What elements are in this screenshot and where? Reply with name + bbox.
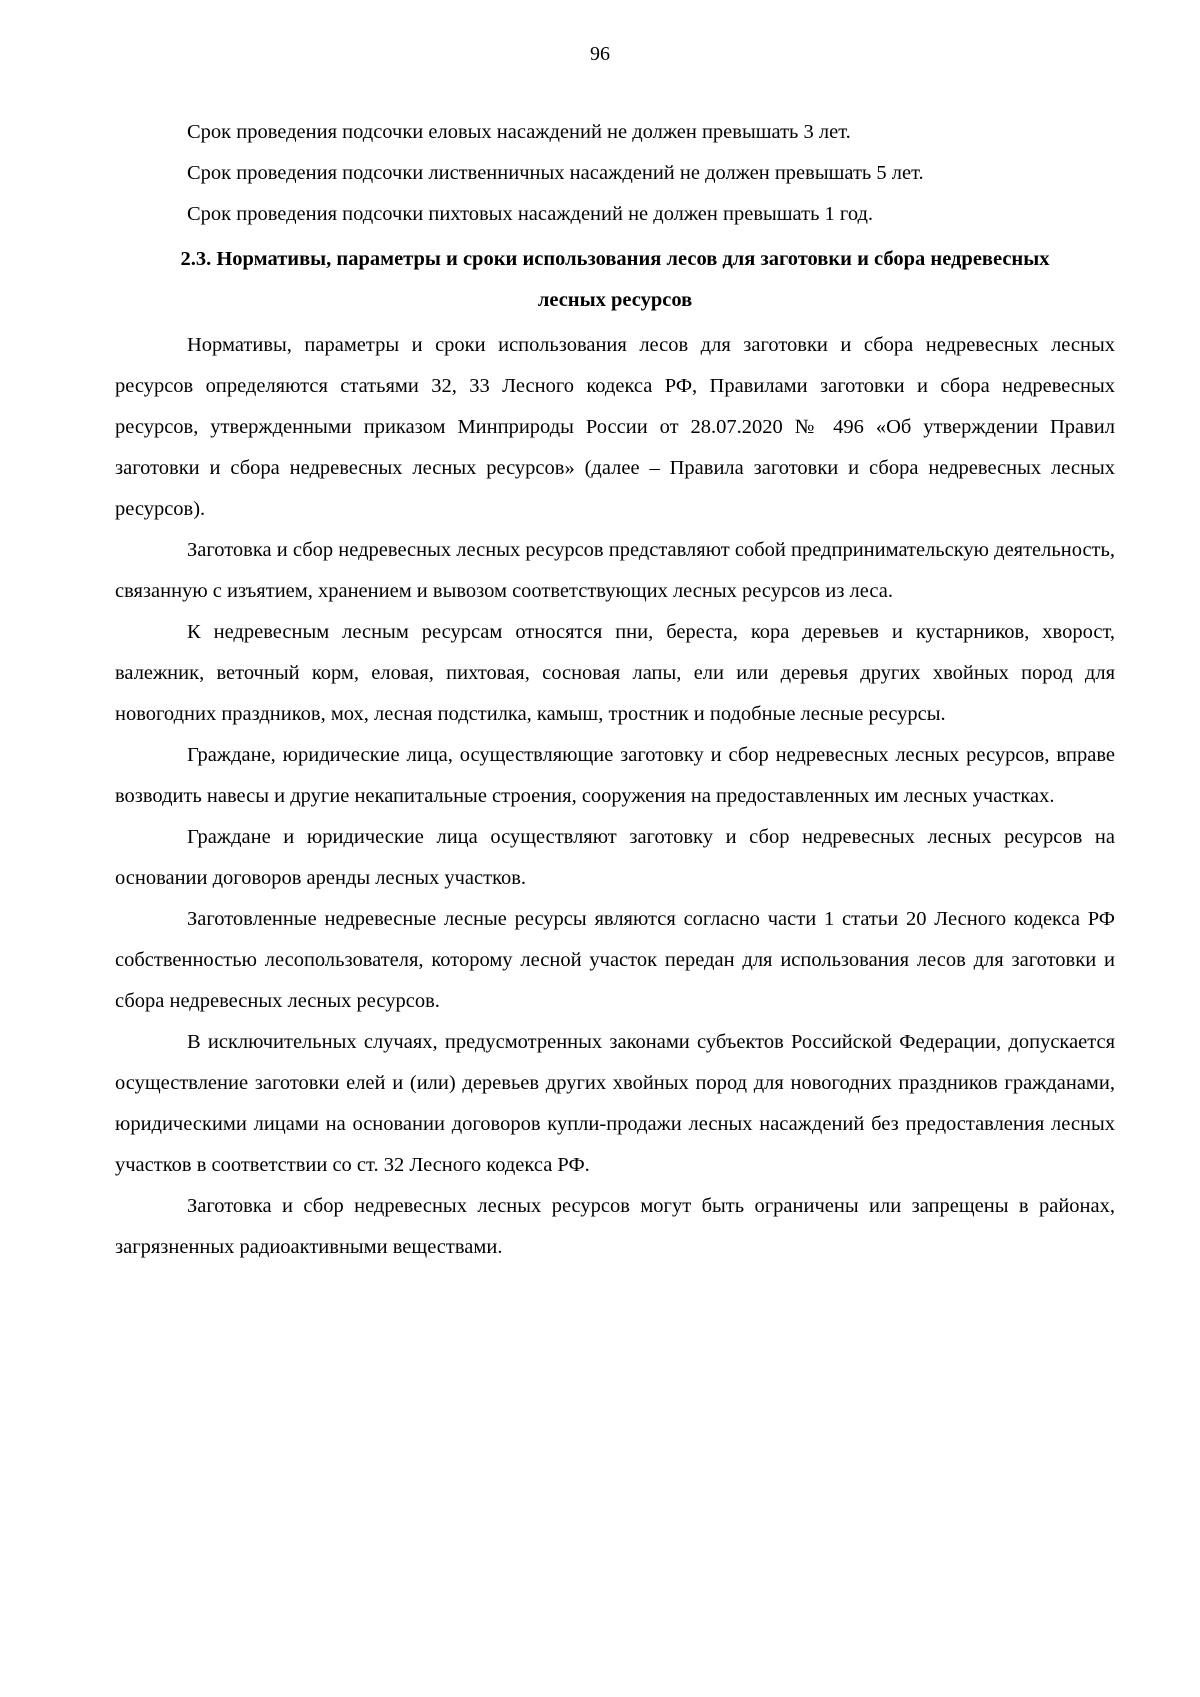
intro-line: Срок проведения подсочки еловых насаждений не должен превышать 3 лет. <box>187 121 851 143</box>
paragraph: Заготовка и сбор недревесных лесных ресурсов могут быть ограничены или запрещены в районах, загрязненных радиоактивными веществами. <box>115 1195 1115 1258</box>
paragraph: Заготовленные недревесные лесные ресурсы являются согласно части 1 статьи 20 Лесного кодекса РФ собственностью лесопользователя, которому лесной участок передан для использования лесов для заготовки и сбора недревесных лесных ресурсов. <box>115 908 1115 1012</box>
paragraph: Граждане и юридические лица осуществляют заготовку и сбор недревесных лесных ресурсов на основании договоров аренды лесных участков. <box>115 826 1115 889</box>
paragraph: Нормативы, параметры и сроки использования лесов для заготовки и сбора недревесных лесных ресурсов определяются статьями 32, 33 Лесного кодекса РФ, Правилами заготовки и сбора недревесных ресурсов, утвержденными приказом Минприроды России от 28.07.2020 № 496 «Об утверждении Правил заготовки и сбора недревесных лесных ресурсов» (далее – Правила заготовки и сбора недревесных лесных ресурсов). <box>115 334 1115 520</box>
intro-line: Срок проведения подсочки лиственничных насаждений не должен превышать 5 лет. <box>187 162 924 184</box>
section-heading: 2.3. Нормативы, параметры и сроки использования лесов для заготовки и сбора недревесных лесных ресурсов <box>180 248 1050 311</box>
paragraph: В исключительных случаях, предусмотренных законами субъектов Российской Федерации, допускается осуществление заготовки елей и (или) деревьев других хвойных пород для новогодних праздников гражданами, юридическими лицами на основании договоров купли-продажи лесных насаждений без предоставления лесных участков в соответствии со ст. 32 Лесного кодекса РФ. <box>115 1031 1115 1176</box>
intro-line: Срок проведения подсочки пихтовых насаждений не должен превышать 1 год. <box>187 203 874 225</box>
paragraph: Граждане, юридические лица, осуществляющие заготовку и сбор недревесных лесных ресурсов, вправе возводить навесы и другие некапитальные строения, сооружения на предоставленных им лесных участках. <box>115 744 1115 807</box>
paragraph: К недревесным лесным ресурсам относятся пни, береста, кора деревьев и кустарников, хворост, валежник, веточный корм, еловая, пихтовая, сосновая лапы, ели или деревья других хвойных пород для новогодних праздников, мох, лесная подстилка, камыш, тростник и подобные лесные ресурсы. <box>115 621 1115 725</box>
paragraph: Заготовка и сбор недревесных лесных ресурсов представляют собой предпринимательскую деятельность, связанную с изъятием, хранением и вывозом соответствующих лесных ресурсов из леса. <box>115 539 1115 602</box>
page-number: 96 <box>590 43 610 65</box>
document-body <box>115 112 1115 1268</box>
